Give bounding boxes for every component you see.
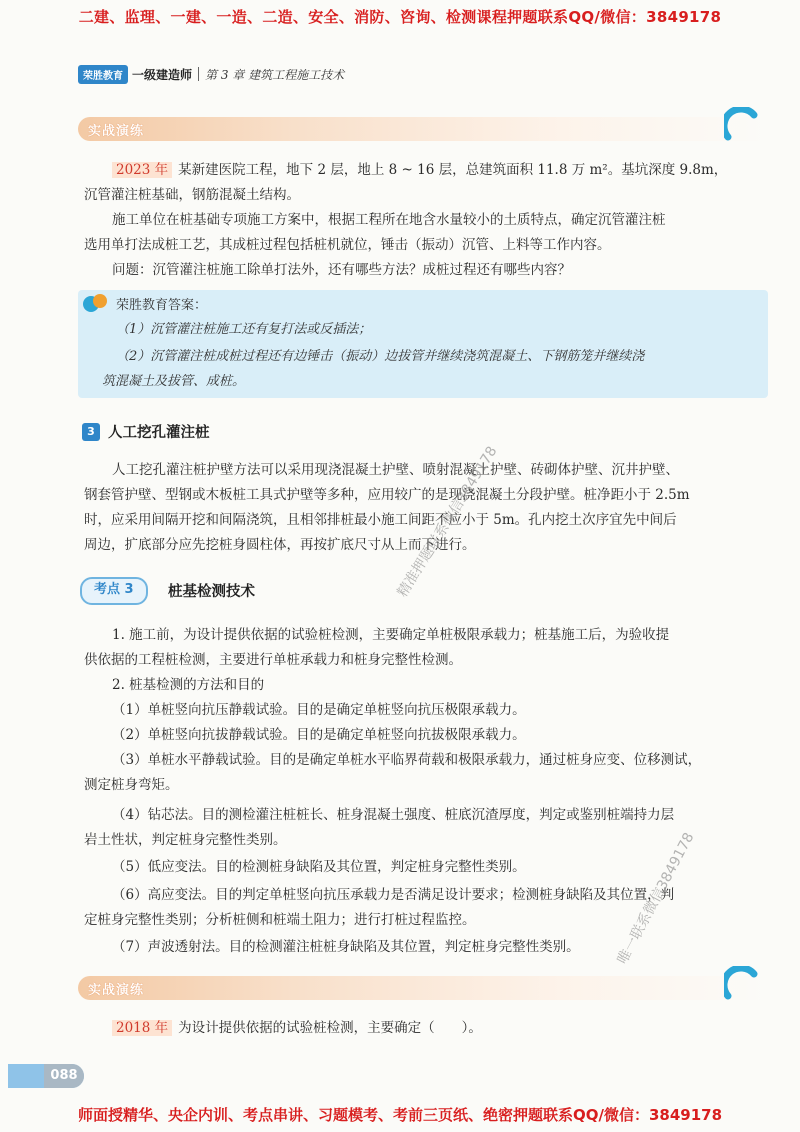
section3-line: 人工挖孔灌注桩护壁方法可以采用现浇混凝土护壁、喷射混凝土护壁、砖砌体护壁、沉井护壁、 — [112, 462, 679, 478]
kaodian-line: （5）低应变法。目的检测桩身缺陷及其位置，判定桩身完整性类别。 — [112, 859, 526, 875]
cloud-icon — [82, 292, 110, 314]
watermark: 精准押题联系微信3849178 — [394, 443, 501, 601]
page-number: 088 — [44, 1064, 84, 1088]
kaodian-line: （7）声波透射法。目的检测灌注桩桩身缺陷及其位置，判定桩身完整性类别。 — [112, 939, 580, 955]
practice1-line: 沉管灌注桩基础，钢筋混凝土结构。 — [84, 187, 300, 203]
section3-line: 钢套管护壁、型钢或木板桩工具式护壁等多种，应用较广的是现浇混凝土分段护壁。桩净距小于 2.5m — [84, 487, 690, 503]
kaodian-line: 供依据的工程桩检测，主要进行单桩承载力和桩身完整性检测。 — [84, 652, 462, 668]
kaodian-line: （3）单桩水平静载试验。目的是确定单桩水平临界荷载和极限承载力，通过桩身应变、位移测试， — [112, 752, 702, 768]
kaodian-line: 2. 桩基检测的方法和目的 — [112, 677, 265, 693]
answer-box — [78, 290, 768, 398]
practice-banner — [78, 117, 768, 141]
year-tag: 2023 年 — [112, 162, 172, 178]
answer-title: 荣胜教育答案： — [116, 298, 208, 313]
kaodian-title: 桩基检测技术 — [168, 584, 255, 600]
practice1-line: 选用单打法成桩工艺，其成桩过程包括桩机就位，锤击（振动）沉管、上料等工作内容。 — [84, 237, 611, 253]
kaodian-line: （2）单桩竖向抗拔静载试验。目的是确定单桩竖向抗拔极限承载力。 — [112, 727, 526, 743]
kaodian-line: 岩土性状，判定桩身完整性类别。 — [84, 832, 287, 848]
answer-line: （1）沉管灌注桩施工还有复打法或反插法； — [116, 322, 372, 337]
watermark: 唯一联系微信3849178 — [614, 830, 698, 967]
answer-line: （2）沉管灌注桩成桩过程还有边锤击（振动）边拔管并继续浇筑混凝土、下钢筋笼并继续浇 — [116, 349, 645, 364]
kaodian-line: 测定桩身弯矩。 — [84, 777, 179, 793]
bottom-banner: 师面授精华、央企内训、考点串讲、习题模考、考前三页纸、绝密押题联系QQ/微信：3849178 — [77, 1106, 723, 1124]
decorative-arc-icon — [724, 966, 760, 1002]
brand-logo: 荣胜教育 — [78, 65, 128, 84]
section3-line: 周边，扩底部分应先挖桩身圆柱体，再按扩底尺寸从上而下进行。 — [84, 537, 476, 553]
header-divider — [198, 67, 199, 81]
section-title: 人工挖孔灌注桩 — [108, 425, 210, 441]
practice2-question: 2018 年 为设计提供依据的试验桩检测，主要确定（ ）。 — [84, 1016, 760, 1041]
practice1-question: 问题：沉管灌注桩施工除单打法外，还有哪些方法？成桩过程还有哪些内容？ — [112, 262, 571, 278]
top-banner: 二建、监理、一建、一造、二造、安全、消防、咨询、检测课程押题联系QQ/微信：3849178 — [78, 8, 722, 26]
section3-line: 时，应采用间隔开挖和间隔浇筑，且相邻排桩最小施工间距不应小于 5m。孔内挖土次序宜先中间后 — [84, 512, 677, 528]
practice-banner — [78, 976, 768, 1000]
section-number: 3 — [82, 423, 100, 441]
practice-label: 实战演练 — [88, 124, 145, 139]
page-header — [78, 65, 344, 83]
kaodian-line: 定桩身完整性类别；分析桩侧和桩端土阻力；进行打桩过程监控。 — [84, 912, 476, 928]
kaodian-line: （1）单桩竖向抗压静载试验。目的是确定单桩竖向抗压极限承载力。 — [112, 702, 526, 718]
practice1-line: 施工单位在桩基础专项施工方案中，根据工程所在地含水量较小的土质特点，确定沉管灌注桩 — [112, 212, 666, 228]
practice-label: 实战演练 — [88, 983, 145, 998]
kaodian-line: 1. 施工前，为设计提供依据的试验桩检测，主要确定单桩极限承载力；桩基施工后，为验收提 — [112, 627, 670, 643]
decorative-arc-icon — [724, 107, 760, 143]
brand-title: 一级建造师 — [132, 67, 193, 82]
answer-line: 筑混凝土及拔管、成桩。 — [102, 374, 246, 389]
practice1-scenario: 2023 年 某新建医院工程，地下 2 层，地上 8 ~ 16 层，总建筑面积 11.8 万 m²。基坑深度 9.8m， — [84, 158, 760, 183]
kaodian-badge: 考点 3 — [80, 577, 148, 605]
kaodian-line: （6）高应变法。目的判定单桩竖向抗压承载力是否满足设计要求；检测桩身缺陷及其位置，判 — [112, 887, 675, 903]
chapter-title: 第 3 章 建筑工程施工技术 — [205, 67, 345, 82]
page-number-tab — [8, 1064, 84, 1088]
year-tag: 2018 年 — [112, 1020, 172, 1036]
kaodian-line: （4）钻芯法。目的测检灌注桩桩长、桩身混凝土强度、桩底沉渣厚度，判定或鉴别桩端持力层 — [112, 807, 675, 823]
